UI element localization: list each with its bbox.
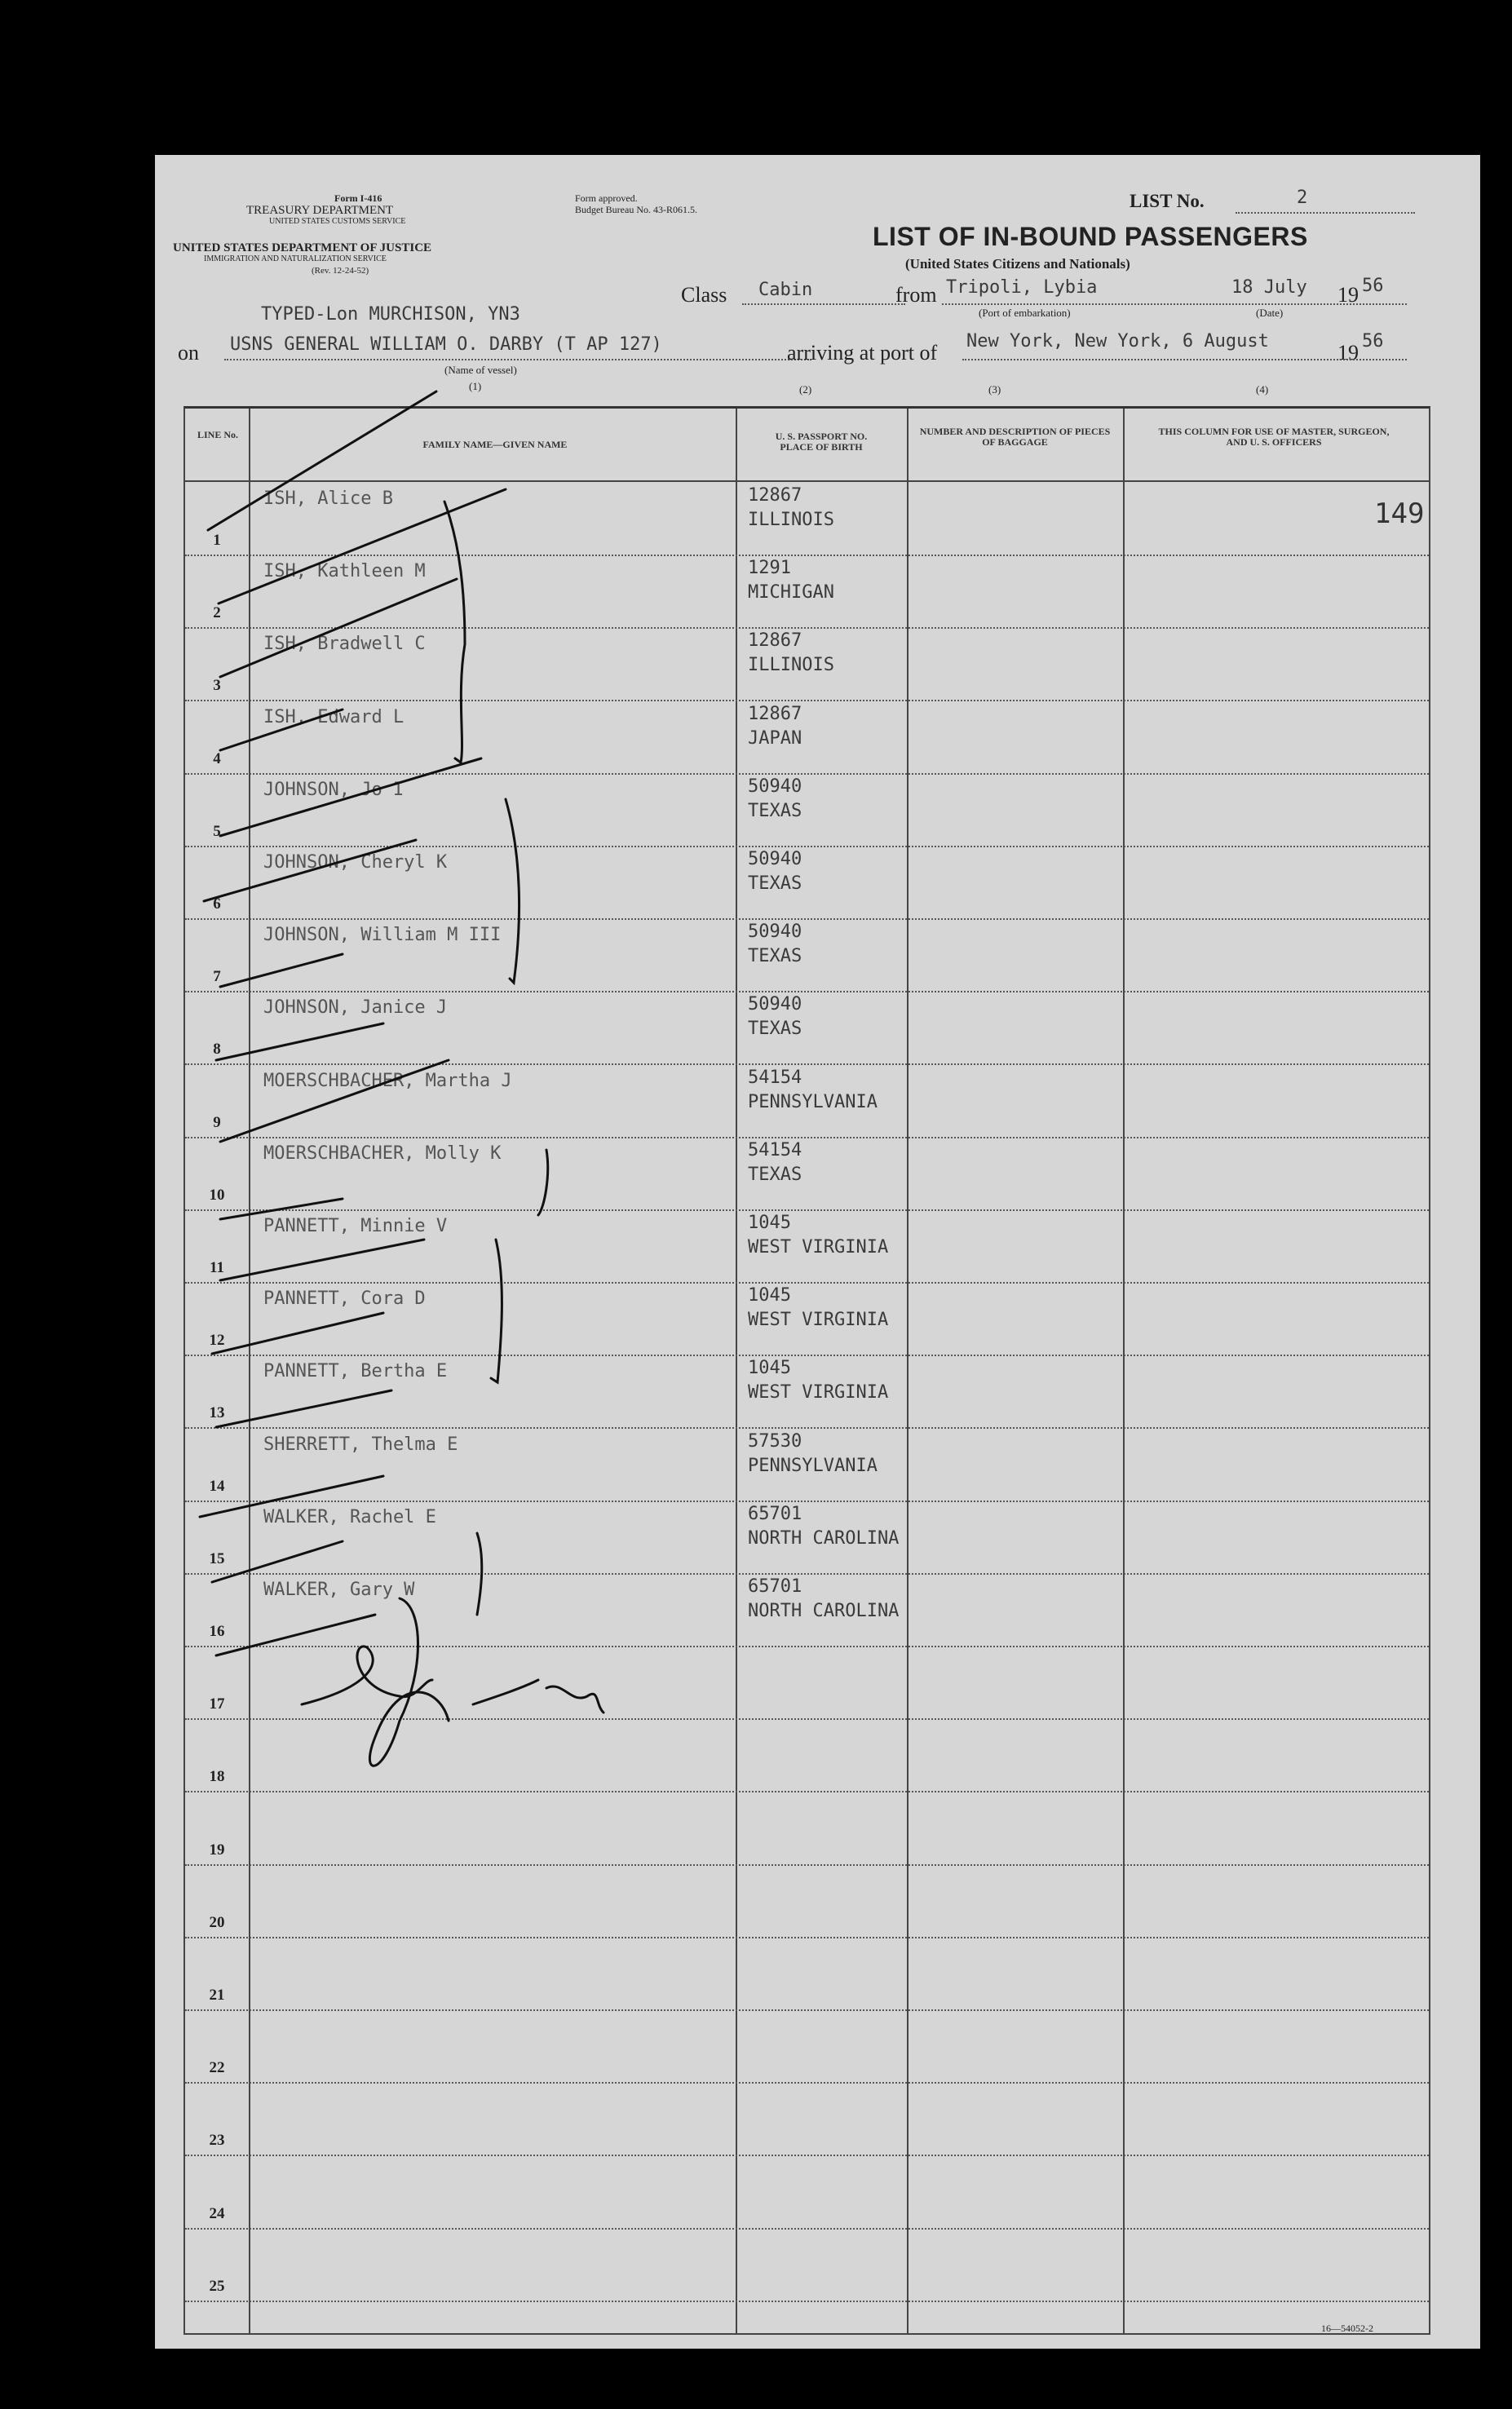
binder-hole — [88, 1246, 124, 1282]
binder-hole — [88, 752, 124, 788]
passport-number: 65701 — [748, 1576, 802, 1597]
bracket-walker — [477, 1533, 482, 1615]
place-of-birth: ILLINOIS — [748, 655, 834, 676]
passport-number: 12867 — [748, 485, 802, 506]
line-number: 10 — [209, 1186, 225, 1204]
list-no-label: LIST No. — [1130, 191, 1205, 211]
binder-hole — [88, 2112, 124, 2148]
line-number: 23 — [209, 2132, 225, 2150]
check-mark-line-11 — [220, 1240, 424, 1280]
class-value: Cabin — [758, 280, 813, 300]
passport-number: 1045 — [748, 1213, 791, 1233]
port-embark-caption: (Port of embarkation) — [979, 307, 1071, 319]
signature-scribble-3 — [473, 1680, 603, 1713]
passenger-name: JOHNSON, William M III — [263, 925, 502, 946]
place-of-birth: WEST VIRGINIA — [748, 1310, 889, 1331]
passport-number: 54154 — [748, 1139, 802, 1160]
bracket-ish — [444, 502, 465, 762]
header-line-no: LINE No. — [197, 429, 238, 440]
page-stamp-number: 149 — [1374, 497, 1425, 530]
line-number: 19 — [209, 1841, 225, 1859]
signature-scribble-1 — [302, 1647, 432, 1704]
agency-justice: UNITED STATES DEPARTMENT OF JUSTICE — [173, 241, 432, 254]
line-number: 8 — [213, 1041, 221, 1059]
check-mark-line-1 — [208, 391, 436, 530]
passenger-name: ISH, Bradwell C — [263, 634, 426, 655]
passenger-name: JOHNSON, Janice J — [263, 997, 448, 1019]
line-number: 5 — [213, 822, 221, 840]
passport-number: 50940 — [748, 994, 802, 1015]
passenger-name: PANNETT, Cora D — [263, 1288, 426, 1310]
bracket-johnson — [506, 799, 519, 983]
place-of-birth: TEXAS — [748, 946, 802, 967]
passport-number: 12867 — [748, 630, 802, 652]
passport-number: 1045 — [748, 1285, 791, 1306]
passenger-name: PANNETT, Bertha E — [263, 1361, 448, 1382]
binder-hole — [88, 363, 124, 399]
passport-number: 1291 — [748, 558, 791, 579]
check-mark-line-15 — [212, 1541, 343, 1582]
place-of-birth: JAPAN — [748, 727, 802, 749]
passenger-name: WALKER, Rachel E — [263, 1506, 436, 1527]
binder-hole — [88, 1753, 124, 1789]
place-of-birth: PENNSYLVANIA — [748, 1455, 878, 1476]
form-approved: Form approved. — [575, 192, 638, 204]
place-of-birth: TEXAS — [748, 800, 802, 821]
from-label: from — [895, 283, 937, 307]
check-mark-line-4 — [220, 709, 343, 750]
check-mark-line-9 — [220, 1060, 449, 1142]
form-revision: (Rev. 12-24-52) — [312, 266, 369, 276]
line-number: 21 — [209, 1987, 225, 2004]
line-number: 13 — [209, 1404, 225, 1422]
budget-bureau: Budget Bureau No. 43-R061.5. — [575, 204, 697, 215]
from-date: 18 July — [1231, 277, 1307, 298]
agency-ins: IMMIGRATION AND NATURALIZATION SERVICE — [204, 254, 387, 263]
line-number: 16 — [209, 1623, 225, 1640]
binder-hole — [88, 1621, 124, 1657]
arrival-port: New York, New York, 6 August — [966, 331, 1269, 351]
line-number: 14 — [209, 1477, 225, 1495]
vessel-name: USNS GENERAL WILLIAM O. DARBY (T AP 127) — [230, 334, 662, 355]
signature-scribble-2 — [369, 1598, 449, 1766]
passport-number: 1045 — [748, 1358, 791, 1379]
footer-code: 16—54052-2 — [1321, 2323, 1373, 2334]
col-num-4: (4) — [1256, 383, 1269, 396]
place-of-birth: MICHIGAN — [748, 582, 834, 603]
line-number: 17 — [209, 1695, 225, 1713]
handwritten-marks — [155, 155, 1480, 2349]
place-of-birth: NORTH CAROLINA — [748, 1601, 900, 1621]
check-mark-line-10 — [220, 1199, 343, 1219]
check-mark-line-3 — [220, 579, 457, 677]
line-number: 7 — [213, 968, 221, 986]
page-subtitle: (United States Citizens and Nationals) — [905, 256, 1130, 272]
binder-hole — [88, 885, 124, 921]
line-number: 20 — [209, 1913, 225, 1931]
passenger-name: MOERSCHBACHER, Martha J — [263, 1070, 512, 1091]
header-passport: U. S. PASSPORT NO. PLACE OF BIRTH — [775, 431, 868, 453]
place-of-birth: TEXAS — [748, 1164, 802, 1185]
line-number: 1 — [213, 532, 221, 549]
check-mark-line-13 — [216, 1390, 391, 1427]
line-number: 15 — [209, 1549, 225, 1567]
line-number: 22 — [209, 2059, 225, 2077]
on-label: on — [178, 341, 199, 365]
line-number: 2 — [213, 604, 221, 622]
passenger-name: SHERRETT, Thelma E — [263, 1434, 458, 1455]
check-mark-line-12 — [212, 1313, 383, 1354]
check-mark-line-16 — [216, 1615, 375, 1655]
place-of-birth: NORTH CAROLINA — [748, 1527, 900, 1549]
from-year: 56 — [1362, 276, 1384, 296]
from-year-prefix: 19 — [1337, 283, 1359, 307]
col-num-2: (2) — [799, 383, 812, 396]
place-of-birth: ILLINOIS — [748, 510, 834, 530]
line-number: 18 — [209, 1768, 225, 1786]
check-mark-line-7 — [220, 954, 343, 987]
passenger-name: WALKER, Gary W — [263, 1580, 415, 1600]
passenger-name: JOHNSON, Jo I — [263, 779, 405, 800]
page-title: LIST OF IN-BOUND PASSENGERS — [873, 222, 1308, 251]
passenger-name: ISH, Alice B — [263, 488, 393, 509]
place-of-birth: WEST VIRGINIA — [748, 1382, 889, 1403]
line-number: 4 — [213, 749, 221, 767]
agency-treasury: TREASURY DEPARTMENT — [246, 204, 394, 217]
passenger-name: JOHNSON, Cheryl K — [263, 852, 448, 873]
place-of-birth: TEXAS — [748, 1019, 802, 1040]
header-baggage: NUMBER AND DESCRIPTION OF PIECES OF BAGGAGE — [919, 426, 1111, 448]
passenger-name: ISH, Kathleen M — [263, 561, 426, 582]
passenger-name: MOERSCHBACHER, Molly K — [263, 1143, 502, 1164]
passport-number: 65701 — [748, 1503, 802, 1524]
check-mark-line-8 — [216, 1023, 383, 1060]
vessel-caption: (Name of vessel) — [444, 364, 517, 376]
line-number: 9 — [213, 1113, 221, 1131]
col-num-1: (1) — [469, 380, 482, 392]
line-number: 11 — [210, 1259, 224, 1276]
check-mark-line-6 — [204, 840, 416, 901]
arriving-label: arriving at port of — [787, 341, 938, 365]
check-mark-line-14 — [200, 1476, 383, 1517]
place-of-birth: WEST VIRGINIA — [748, 1237, 889, 1258]
line-number: 12 — [209, 1332, 225, 1350]
passenger-name: ISH, Edward L — [263, 706, 405, 727]
passport-number: 50940 — [748, 776, 802, 797]
passenger-list-sheet — [155, 155, 1480, 2349]
passport-number: 54154 — [748, 1067, 802, 1088]
passenger-name: PANNETT, Minnie V — [263, 1216, 448, 1236]
passport-number: 50940 — [748, 849, 802, 869]
from-value: Tripoli, Lybia — [946, 277, 1098, 298]
passport-number: 50940 — [748, 922, 802, 943]
col-num-3: (3) — [988, 383, 1001, 396]
line-number: 3 — [213, 677, 221, 695]
line-number: 24 — [209, 2204, 225, 2222]
passport-number: 57530 — [748, 1430, 802, 1452]
class-label: Class — [681, 283, 727, 307]
arrival-year-prefix: 19 — [1337, 341, 1359, 365]
place-of-birth: TEXAS — [748, 873, 802, 894]
typed-by: TYPED-Lon MURCHISON, YN3 — [261, 304, 520, 325]
arrival-year: 56 — [1362, 331, 1384, 351]
line-number: 25 — [209, 2277, 225, 2295]
header-name: FAMILY NAME—GIVEN NAME — [422, 439, 568, 450]
passport-number: 12867 — [748, 703, 802, 724]
list-no-value: 2 — [1297, 188, 1308, 208]
form-number: Form I-416 — [334, 192, 382, 204]
date-caption: (Date) — [1256, 307, 1284, 319]
header-officers: THIS COLUMN FOR USE OF MASTER, SURGEON, AND U. S. OFFICERS — [1158, 426, 1390, 448]
line-number: 6 — [213, 895, 221, 913]
bracket-pannett — [491, 1240, 502, 1382]
place-of-birth: PENNSYLVANIA — [748, 1091, 878, 1112]
check-mark-line-5 — [220, 758, 481, 836]
bracket-moerschbacher — [538, 1150, 548, 1215]
agency-customs: UNITED STATES CUSTOMS SERVICE — [269, 217, 406, 226]
